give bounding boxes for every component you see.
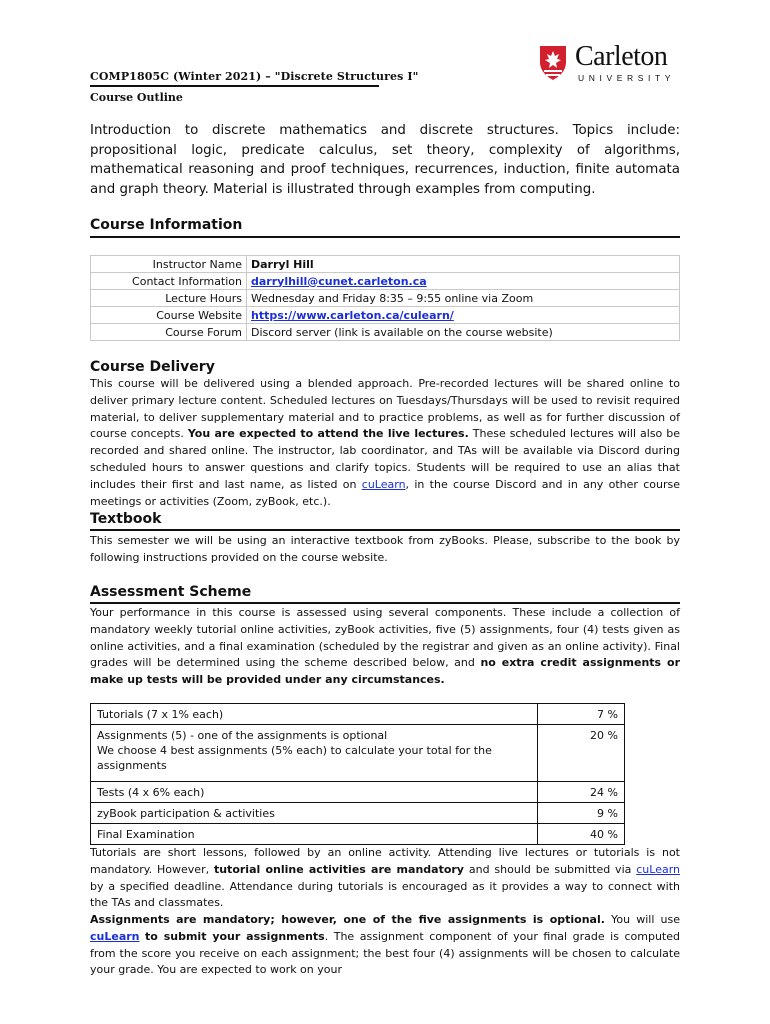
assignments-emphasis: Assignments are mandatory; however, one of the five assignments is optional. <box>90 913 605 926</box>
culearn-link[interactable]: cuLearn <box>361 477 406 491</box>
component-weight: 7 % <box>538 704 625 725</box>
component-line: Assignments (5) - one of the assignments is optional <box>97 729 388 742</box>
logo-subtitle: UNIVERSITY <box>578 73 676 83</box>
component-name: Tests (4 x 6% each) <box>91 782 538 803</box>
component-name: Tutorials (7 x 1% each) <box>91 704 538 725</box>
carleton-logo <box>538 41 678 84</box>
course-delivery-text <box>90 376 680 510</box>
component-name: zyBook participation & activities <box>91 803 538 824</box>
instructor-name: Darryl Hill <box>247 256 680 273</box>
info-label: Course Forum <box>91 324 247 341</box>
component-weight: 20 % <box>538 725 625 782</box>
info-label: Lecture Hours <box>91 290 247 307</box>
assessment-heading: Assessment Scheme <box>90 584 252 600</box>
outline-label: Course Outline <box>90 91 183 104</box>
delivery-text: , in the course Discord and in any other course meetings or activities (Zoom, zyBook, etc.). <box>90 477 681 508</box>
section-rule <box>90 529 680 531</box>
tutorials-text <box>90 845 680 912</box>
course-website-link[interactable]: https://www.carleton.ca/culearn/ <box>251 308 454 322</box>
logo-wordmark: Carleton <box>575 41 668 72</box>
assignments-body: . The assignment component of your final grade is computed from the score you receive on each assignment; the best four (4) assignments will be chosen to calculate your grade. You are expected to work on your <box>90 929 680 977</box>
table-row <box>91 273 680 290</box>
table-row <box>91 725 625 782</box>
course-delivery-heading: Course Delivery <box>90 359 215 375</box>
header-rule <box>90 85 379 87</box>
table-row <box>91 803 625 824</box>
contact-email-link[interactable]: darrylhill@cunet.carleton.ca <box>251 274 427 288</box>
course-forum: Discord server (link is available on the course website) <box>247 324 680 341</box>
tutorials-body: and should be submitted via <box>468 862 632 876</box>
table-row <box>91 824 625 845</box>
culearn-link[interactable]: cuLearn <box>90 929 140 943</box>
assignments-body: You will use <box>611 913 681 926</box>
assignments-emphasis: to submit your assignments <box>145 929 325 943</box>
component-weight: 40 % <box>538 824 625 845</box>
assessment-table <box>90 703 625 845</box>
shield-icon <box>538 44 568 82</box>
assessment-emphasis: no extra credit assignments or make up tests will be provided under any circumstances. <box>90 656 681 687</box>
component-name: Final Examination <box>91 824 538 845</box>
delivery-emphasis: You are expected to attend the live lectures. <box>187 427 469 441</box>
section-rule <box>90 602 680 604</box>
delivery-text: These scheduled lectures will also be recorded and shared online. The instructor, lab coordinator, and TAs will be available via Discord during scheduled hours to answer questions and clarify topics. Students will be required to use an alias that includes their first and last name, as listed on <box>90 427 681 491</box>
lecture-hours: Wednesday and Friday 8:35 – 9:55 online via Zoom <box>247 290 680 307</box>
component-weight: 24 % <box>538 782 625 803</box>
textbook-heading: Textbook <box>90 511 162 527</box>
assignments-text <box>90 912 680 979</box>
course-description: Introduction to discrete mathematics and discrete structures. Topics include: propositional logic, predicate calculus, set theory, complexity of algorithms, mathematical reasoning and proof techniques, recurrences, induction, finite automata and graph theory. Material is illustrated through examples from computing. <box>90 123 680 197</box>
table-row <box>91 290 680 307</box>
course-info-table <box>90 255 680 341</box>
table-row <box>91 782 625 803</box>
info-label: Instructor Name <box>91 256 247 273</box>
tutorials-body: by a specified deadline. Attendance during tutorials is encouraged as it provides a way to connect with the TAs and classmates. <box>90 879 680 910</box>
culearn-link[interactable]: cuLearn <box>636 862 681 876</box>
table-row <box>91 324 680 341</box>
component-weight: 9 % <box>538 803 625 824</box>
table-row <box>91 256 680 273</box>
tutorials-emphasis: tutorial online activities are mandatory <box>213 862 464 876</box>
assessment-text <box>90 605 680 689</box>
table-row <box>91 704 625 725</box>
course-title: COMP1805C (Winter 2021) – "Discrete Structures I" <box>90 70 419 83</box>
delivery-text: This course will be delivered using a blended approach. Pre-recorded lectures will be shared online to deliver primary lecture content. Scheduled lectures on Tuesdays/Thursdays will be used to revisit required material, to deliver supplementary material and to practice problems, as well as for further discussion of course concepts. <box>90 377 680 441</box>
tutorials-body: Tutorials are short lessons, followed by an online activity. Attending live lectures or tutorials is not mandatory. However, <box>90 846 680 876</box>
info-label: Course Website <box>91 307 247 324</box>
info-label: Contact Information <box>91 273 247 290</box>
section-rule <box>90 236 680 238</box>
component-name <box>91 725 538 782</box>
course-information-heading: Course Information <box>90 217 243 233</box>
assessment-body: Your performance in this course is assessed using several components. These include a collection of mandatory weekly tutorial online activities, zyBook activities, five (5) assignments, four (4) tests given as online activities, and a final examination (scheduled by the registrar and given as an online activity). Final grades will be determined using the scheme described below, and <box>90 606 680 670</box>
component-note: We choose 4 best assignments (5% each) to calculate your total for the assignments <box>97 744 492 772</box>
textbook-text: This semester we will be using an interactive textbook from zyBooks. Please, subscribe to the book by following instructions provided on the course website. <box>90 534 680 564</box>
table-row <box>91 307 680 324</box>
